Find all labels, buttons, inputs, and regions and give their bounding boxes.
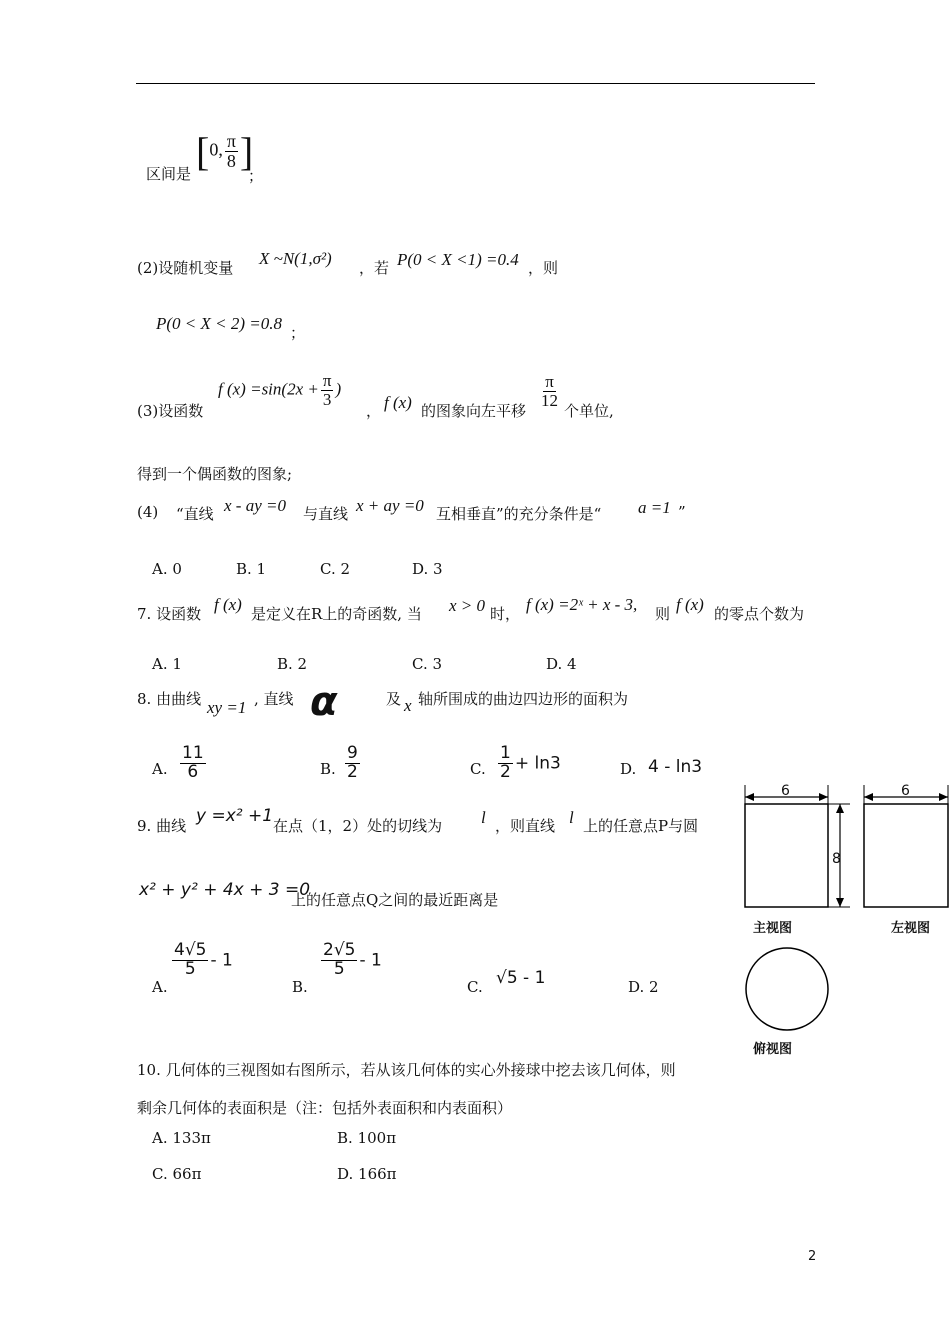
item3-num: (3)设函数: [137, 402, 204, 420]
item4-d: ”: [678, 503, 686, 521]
q7-fx2: f (x): [676, 595, 704, 614]
arrow-left-icon: [864, 793, 873, 801]
item2-cond: P(0 < X <1) =0.4: [397, 250, 519, 269]
arrow-down-icon: [836, 898, 844, 907]
q9-a: 9. 曲线: [137, 817, 187, 835]
q8-a: 8. 由曲线: [137, 690, 202, 708]
q8-option-a-value: $\frac{11}{6}$: [182, 743, 204, 782]
top-view-label: 俯视图: [753, 1042, 793, 1057]
q8-option-c-label: C.: [470, 760, 486, 778]
q8-b: , 直线: [254, 690, 294, 708]
page-number: 2: [808, 1249, 817, 1264]
q7-b: 是定义在R上的奇函数, 当: [251, 605, 422, 623]
item2-then: ，则: [528, 259, 559, 277]
q10-option-b: B. 100π: [337, 1129, 397, 1147]
arrow-left-icon: [745, 793, 754, 801]
item3-tail: 个单位,: [564, 402, 614, 420]
item4-num: (4): [137, 503, 159, 521]
front-width-label: 6: [781, 783, 790, 799]
q10-line1: 10. 几何体的三视图如右图所示，若从该几何体的实心外接球中挖去该几何体，则: [137, 1061, 676, 1079]
top-view-circle: [746, 948, 828, 1030]
q9-option-b-value: $\frac{2√5}{5}$ - 1: [323, 940, 382, 979]
q9-l2: l: [569, 808, 574, 827]
q7-def: f (x) =2ˣ + x - 3,: [526, 595, 638, 614]
item3-line2: 得到一个偶函数的图象;: [137, 465, 293, 483]
intro-tail: ；: [248, 167, 264, 185]
q6-option-b: B. 1: [236, 560, 267, 578]
q7-option-c: C. 3: [412, 655, 443, 673]
q9-option-d: D. 2: [628, 978, 659, 996]
q9-b: 在点（1，2）处的切线为: [273, 817, 443, 835]
arrow-up-icon: [836, 804, 844, 813]
q10-line2: 剩余几何体的表面积是（注：包括外表面积和内表面积）: [137, 1099, 513, 1117]
q9-curve: y =x² +1: [196, 806, 274, 826]
item4-a: “直线: [176, 505, 214, 523]
height-label: 8: [832, 851, 841, 867]
q7-option-b: B. 2: [277, 655, 308, 673]
q8-option-a-label: A.: [152, 760, 168, 778]
q7-fx: f (x): [214, 595, 242, 614]
q7-cond: x > 0: [449, 596, 486, 615]
item3-fx2: f (x): [384, 393, 412, 412]
q8-line-glyph: α: [310, 679, 338, 725]
q8-option-b-value: $\frac{9}{2}$: [347, 743, 358, 782]
q6-option-c: C. 2: [320, 560, 351, 578]
q6-option-d: D. 3: [412, 560, 443, 578]
q7-c: 时，: [490, 605, 521, 623]
item4-cond: a =1: [638, 498, 671, 517]
q7-d: 则: [655, 605, 671, 623]
item2-dist: X ~N(1,σ²): [259, 249, 332, 268]
left-view-label: 左视图: [891, 921, 931, 936]
q10-option-d: D. 166π: [337, 1165, 397, 1183]
left-view-rect: [864, 804, 948, 907]
q7-option-d: D. 4: [546, 655, 577, 673]
item2-mid: ，若: [359, 259, 390, 277]
q8-curve: xy =1: [207, 698, 247, 717]
item3-fx: f (x) =sin(2x + $\frac{\pi}{3}$ ): [218, 371, 342, 409]
q7-option-a: A. 1: [152, 655, 182, 673]
item3-shift: $\frac{\pi}{12}$: [541, 372, 558, 410]
arrow-right-icon: [819, 793, 828, 801]
front-view-label: 主视图: [753, 921, 793, 936]
q10-option-c: C. 66π: [152, 1165, 202, 1183]
q9-l: l: [481, 808, 486, 827]
q8-option-c-value: $\frac{1}{2}$ + ln3: [500, 743, 561, 782]
q8-c: 及: [386, 690, 402, 708]
q9-option-c-value: √5 - 1: [496, 968, 546, 988]
interval: [0, $\frac{\pi}{8}$ ]: [196, 129, 254, 174]
item3-mid: 的图象向左平移: [421, 402, 527, 420]
q9-e: 上的任意点Q之间的最近距离是: [291, 891, 499, 909]
item2-tail: ；: [290, 324, 306, 342]
q9-option-c-label: C.: [467, 978, 483, 996]
q7-a: 7. 设函数: [137, 605, 202, 623]
header-rule: [136, 83, 815, 84]
q8-axis: x: [404, 696, 412, 715]
q10-option-a: A. 133π: [152, 1129, 211, 1147]
item3-comma: ，: [366, 402, 382, 420]
item4-l1: x - ay =0: [224, 496, 286, 515]
q9-option-a-value: $\frac{4√5}{5}$ - 1: [174, 940, 233, 979]
item2-result: P(0 < X < 2) =0.8: [156, 314, 283, 333]
front-view-rect: [745, 804, 828, 907]
q7-e: 的零点个数为: [714, 605, 805, 623]
q9-d: 上的任意点P与圆: [583, 817, 699, 835]
q9-circle: x² + y² + 4x + 3 =0: [139, 880, 311, 900]
q9-c: ，则直线: [495, 817, 556, 835]
intro-text: 区间是: [146, 165, 192, 183]
q8-option-d-label: D.: [620, 760, 637, 778]
left-width-label: 6: [901, 783, 910, 799]
arrow-right-icon: [939, 793, 948, 801]
q8-d: 轴所围成的曲边四边形的面积为: [418, 690, 629, 708]
q6-option-a: A. 0: [152, 560, 182, 578]
item4-b: 与直线: [303, 505, 349, 523]
item4-l2: x + ay =0: [356, 496, 424, 515]
q9-option-a-label: A.: [152, 978, 168, 996]
q8-option-d-value: 4 - ln3: [648, 757, 703, 777]
q9-option-b-label: B.: [292, 978, 308, 996]
q8-option-b-label: B.: [320, 760, 336, 778]
item2-num: (2)设随机变量: [137, 259, 234, 277]
item4-c: 互相垂直”的充分条件是“: [436, 505, 602, 523]
